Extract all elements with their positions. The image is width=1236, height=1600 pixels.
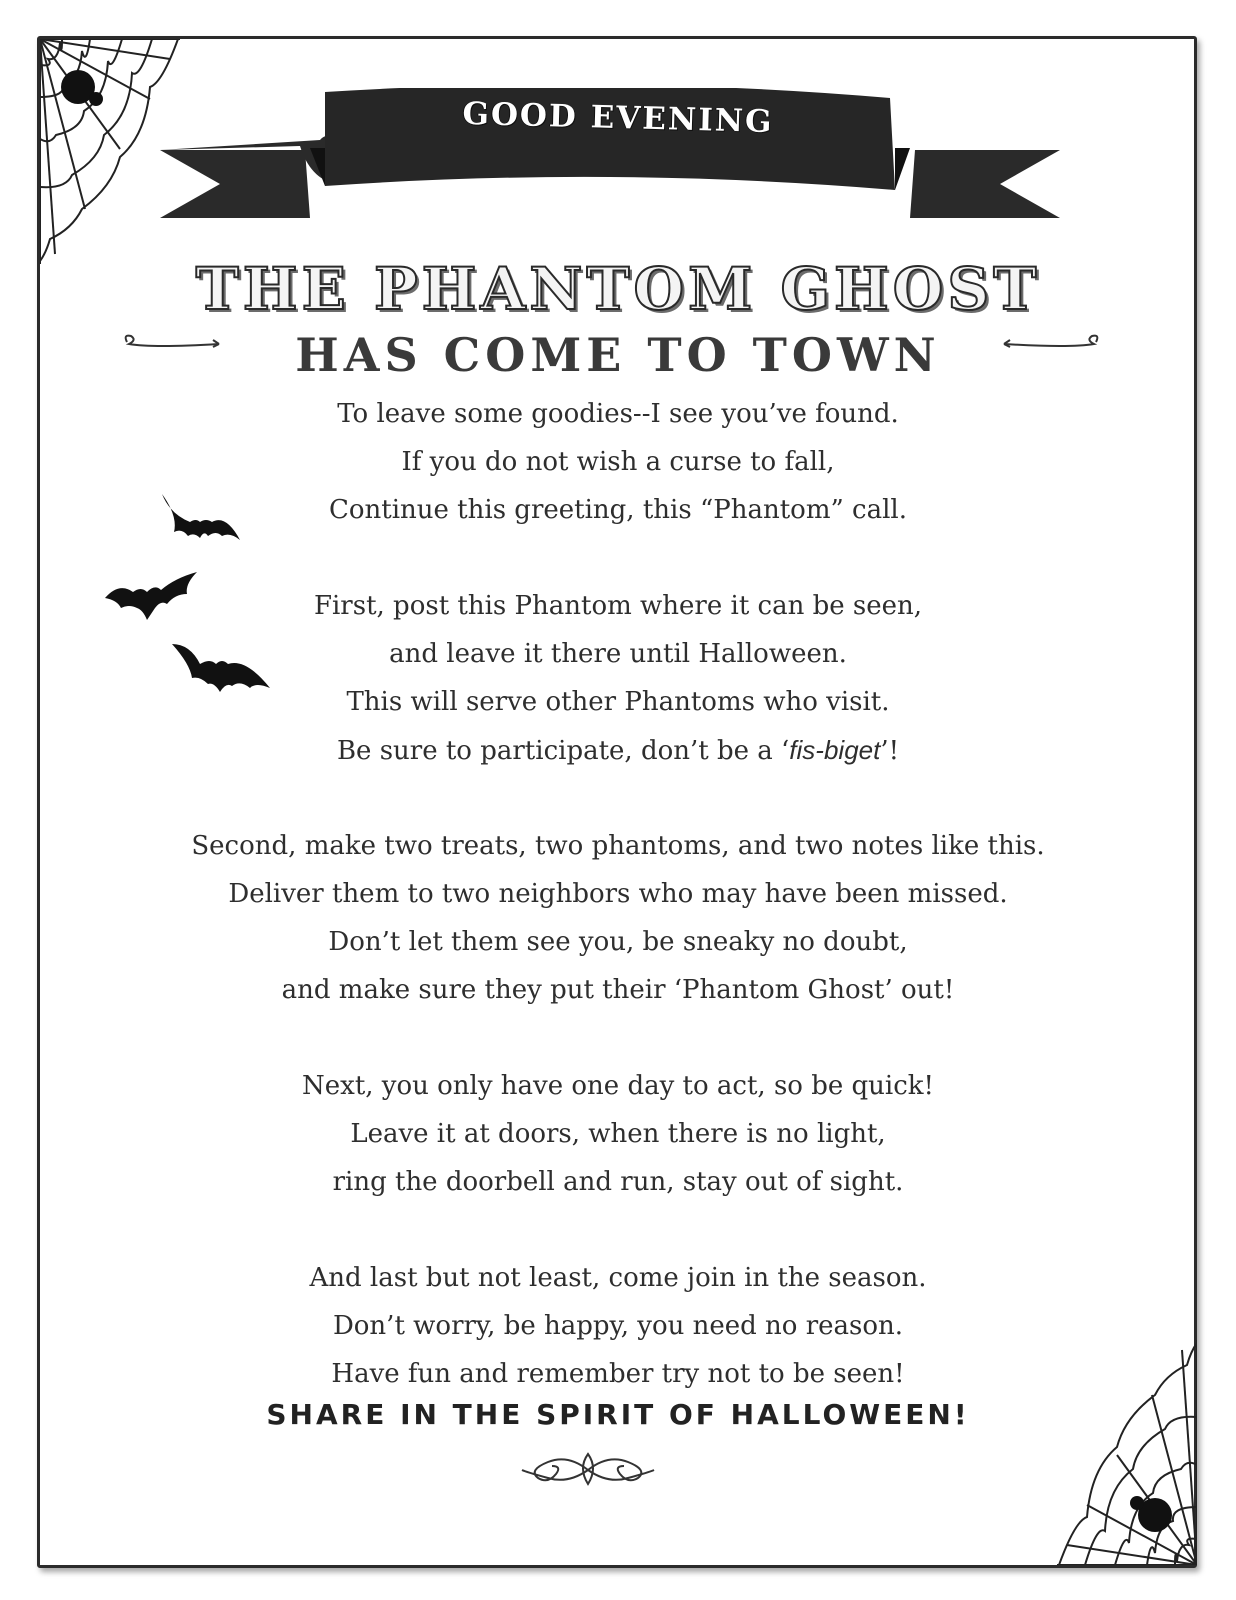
poem-line-start: Be sure to participate, don’t be a ‘ [336,736,790,766]
flourish-right-icon [1000,332,1100,354]
poem-line: To leave some goodies--I see you’ve found. [337,399,899,429]
banner-greeting: GOOD EVENING [462,95,774,141]
stanza-gap [0,774,1236,822]
poem-line: Don’t let them see you, be sneaky no doubt, [328,927,908,957]
poem-line: and make sure they put their ‘Phantom Ghost’ out! [281,975,955,1005]
poem-line: If you do not wish a curse to fall, [401,447,835,477]
poem-line: Continue this greeting, this “Phantom” call. [328,495,907,525]
poem-line: Have fun and remember try not to be seen! [331,1359,905,1389]
stanza-gap [0,534,1236,582]
poem-line: First, post this Phantom where it can be seen, [313,591,923,621]
page-subtitle: HAS COME TO TOWN [295,328,941,382]
scroll-ornament-icon [518,1450,658,1490]
poem-line: And last but not least, come join in the season. [309,1263,927,1293]
poem-line: ring the doorbell and run, stay out of sight. [332,1167,904,1197]
poem-line: Leave it at doors, when there is no light, [350,1119,886,1149]
poem-line: Deliver them to two neighbors who may have been missed. [228,879,1008,909]
poem-line [0,726,1236,774]
poem-line: This will serve other Phantoms who visit. [346,687,890,717]
poem-line: Don’t worry, be happy, you need no reason. [332,1311,904,1341]
poem [0,390,1236,1398]
stanza-gap [0,1206,1236,1254]
poem-line: Next, you only have one day to act, so be quick! [302,1071,934,1101]
page-title: THE PHANTOM GHOST [195,255,1041,323]
poem-line: and leave it there until Halloween. [389,639,847,669]
poem-line: Second, make two treats, two phantoms, and two notes like this. [191,831,1045,861]
closing-line: SHARE IN THE SPIRIT OF HALLOWEEN! [266,1398,970,1431]
fis-biget-word: fis-biget [789,735,881,765]
stanza-gap [0,1014,1236,1062]
poem-line-end: ’! [880,736,900,766]
